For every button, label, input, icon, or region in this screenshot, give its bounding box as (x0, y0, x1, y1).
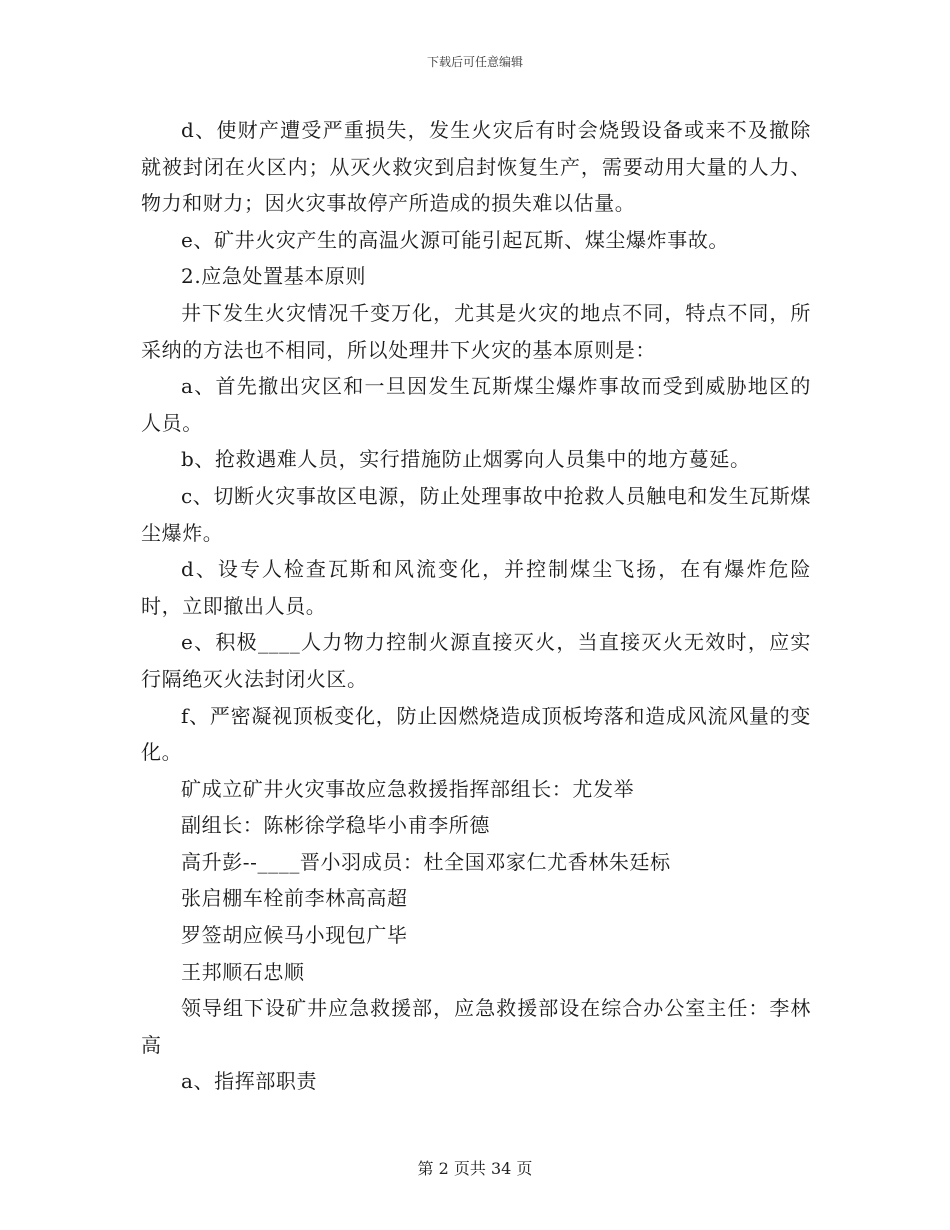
paragraph-members-4: 王邦顺石忠顺 (181, 959, 305, 984)
paragraph-members-3: 罗签胡应候马小现包广毕 (181, 923, 408, 948)
paragraph-principle-f: f、严密凝视顶板变化，防止因燃烧造成顶板垮落和造成风流风量的变化。 (141, 703, 811, 765)
paragraph-command-leader: 矿成立矿井火灾事故应急救援指挥部组长：尤发举 (181, 776, 635, 801)
paragraph-principle-c: c、切断火灾事故区电源，防止处理事故中抢救人员触电和发生瓦斯煤尘爆炸。 (141, 483, 811, 545)
document-body (141, 112, 811, 1100)
paragraph-principle-b: b、抢救遇难人员，实行措施防止烟雾向人员集中的地方蔓延。 (181, 447, 751, 472)
section-heading-principles: 2.应急处置基本原则 (181, 264, 367, 289)
paragraph-members-2: 张启棚车栓前李林高高超 (181, 886, 408, 911)
paragraph-principle-e: e、积极____人力物力控制火源直接灭火，当直接灭火无效时，应实行隔绝灭火法封闭火区。 (141, 630, 811, 691)
paragraph-property-loss: d、使财产遭受严重损失，发生火灾后有时会烧毁设备或来不及撤除就被封闭在火区内；从灭火救灾到启封恢复生产，需要动用大量的人力、物力和财力；因火灾事故停产所造成的损失难以估量。 (141, 118, 811, 216)
paragraph-principle-a: a、首先撤出灾区和一旦因发生瓦斯煤尘爆炸事故而受到威胁地区的人员。 (141, 374, 811, 435)
paragraph-command-duties: a、指挥部职责 (181, 1069, 318, 1094)
page-footer: 第 2 页共 34 页 (417, 1159, 533, 1178)
paragraph-deputy-leaders: 副组长：陈彬徐学稳毕小甫李所德 (181, 813, 490, 838)
paragraph-rescue-department: 领导组下设矿井应急救援部，应急救援部设在综合办公室主任：李林高 (141, 996, 811, 1057)
paragraph-principles-intro: 井下发生火灾情况千变万化，尤其是火灾的地点不同，特点不同，所采纳的方法也不相同，所以处理井下火灾的基本原则是： (141, 300, 811, 362)
page-header: 下载后可任意编辑 (426, 55, 523, 69)
paragraph-gas-explosion-risk: e、矿井火灾产生的高温火源可能引起瓦斯、煤尘爆炸事故。 (181, 227, 730, 252)
paragraph-members-1: 高升彭--____晋小羽成员：杜全国邓家仁尤香林朱廷标 (181, 849, 671, 874)
paragraph-principle-d: d、设专人检查瓦斯和风流变化，并控制煤尘飞扬，在有爆炸危险时，立即撤出人员。 (141, 557, 811, 618)
